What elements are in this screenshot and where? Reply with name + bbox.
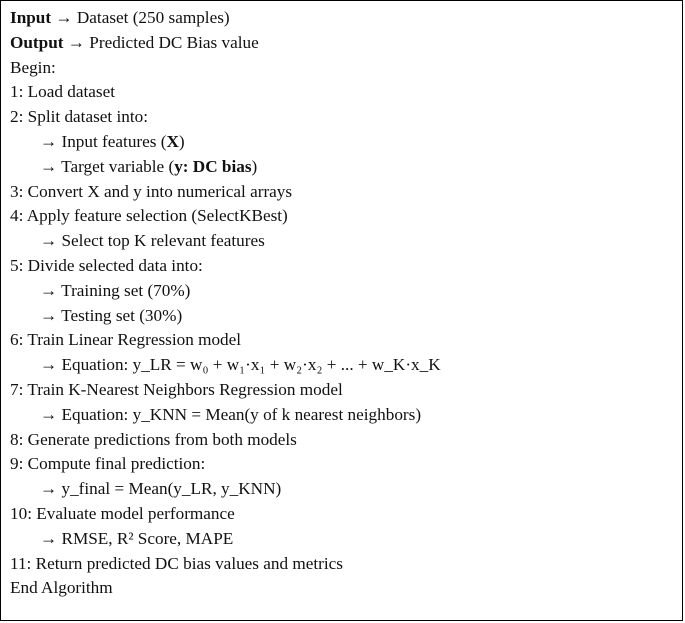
end-line: End Algorithm [10, 578, 113, 598]
step-9a: → y_final = Mean(y_LR, y_KNN) [40, 479, 282, 499]
step-2b-text: → Target variable ( [40, 156, 175, 176]
input-line [10, 6, 441, 31]
step-10a: → RMSE, R² Score, MAPE [40, 528, 234, 548]
input-text: → Dataset (250 samples) [51, 8, 230, 27]
step-4: 4: Apply feature selection (SelectKBest) [10, 206, 288, 226]
step-2b-end: ) [251, 156, 258, 176]
algorithm-lines [10, 6, 441, 601]
step-7a: → Equation: y_KNN = Mean(y of k nearest neighbors) [40, 404, 422, 424]
step-8: 8: Generate predictions from both models [10, 429, 297, 449]
step-2a-text: → Input features ( [40, 131, 167, 151]
step-10: 10: Evaluate model performance [10, 503, 235, 523]
step-2b [10, 155, 441, 180]
begin-line: Begin: [10, 57, 56, 77]
step-2a [10, 130, 441, 155]
step-2a-end: ) [178, 131, 185, 151]
step-5: 5: Divide selected data into: [10, 255, 203, 275]
step-2: 2: Split dataset into: [10, 107, 148, 127]
step-5b: → Testing set (30%) [40, 305, 183, 325]
step-11: 11: Return predicted DC bias values and metrics [10, 553, 343, 573]
step-6: 6: Train Linear Regression model [10, 330, 242, 350]
output-label: Output [10, 32, 64, 52]
output-line [10, 31, 441, 56]
step-4a: → Select top K relevant features [40, 231, 265, 251]
step-9: 9: Compute final prediction: [10, 454, 206, 474]
step-2a-bold: X [166, 131, 179, 151]
step-6a: → Equation: y_LR = w₀ + w₁·x₁ + w₂·x₂ + ... + w_K·x_K [40, 355, 441, 375]
step-2b-bold: y: DC bias [174, 156, 252, 176]
output-text: → Predicted DC Bias value [63, 32, 259, 52]
step-1: 1: Load dataset [10, 82, 115, 102]
step-3: 3: Convert X and y into numerical arrays [10, 181, 293, 201]
step-5a: → Training set (70%) [40, 280, 191, 300]
input-label: Input [10, 8, 52, 27]
step-7: 7: Train K-Nearest Neighbors Regression model [10, 379, 343, 399]
